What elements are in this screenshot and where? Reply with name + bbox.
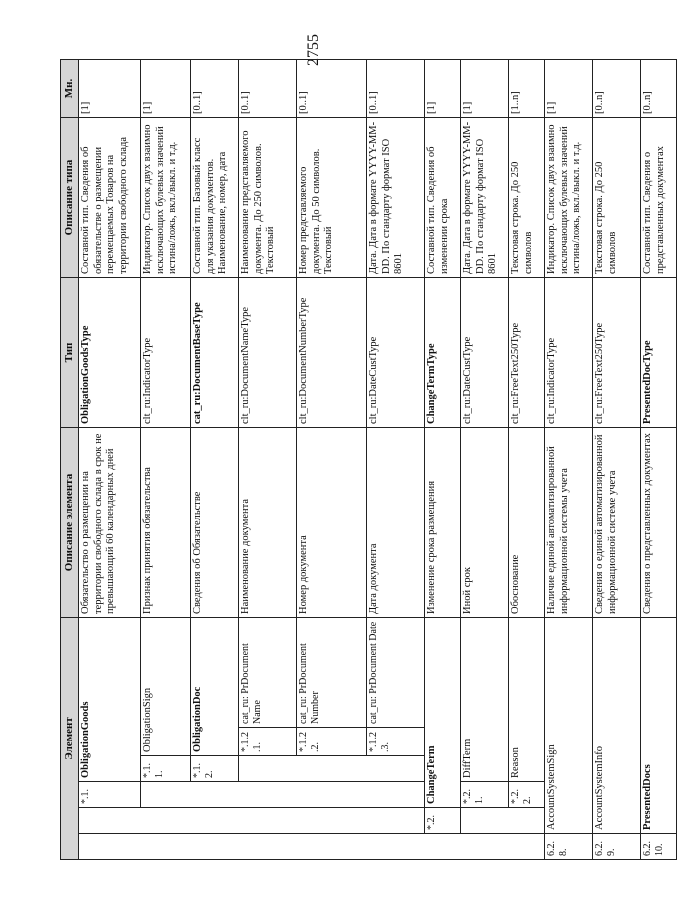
indent-cell: [79, 808, 425, 834]
element-number: 6.2.9.: [593, 834, 641, 860]
element-name: cat_ru: PrDocument Date: [367, 618, 425, 728]
type-description: Составной тип. Сведения о представленных документах: [641, 118, 677, 278]
element-name: AccountSystemSign: [545, 618, 593, 834]
element-type: cat_ru:DocumentBaseType: [191, 278, 239, 428]
type-description: Составной тип. Сведения об изменении срока: [425, 118, 461, 278]
element-description: Иной срок: [461, 428, 509, 618]
element-number: *.2.: [425, 808, 461, 834]
header-description: Описание элемента: [61, 428, 79, 618]
element-name: Reason: [509, 618, 545, 782]
multiplicity: [1]: [461, 60, 509, 118]
element-description: Обоснование: [509, 428, 545, 618]
page-number: 2755: [305, 34, 322, 66]
table-row: [425, 60, 461, 860]
element-name: DiffTerm: [461, 618, 509, 782]
table-row: [239, 60, 297, 860]
element-type: ChangeTermType: [425, 278, 461, 428]
type-description: Наименование представляемого документа. До 250 символов. Текстовый: [239, 118, 297, 278]
table-row: [297, 60, 367, 860]
element-description: Сведения об Обязательстве: [191, 428, 239, 618]
multiplicity: [1]: [141, 60, 191, 118]
multiplicity: [0..1]: [297, 60, 367, 118]
table-row: [641, 60, 677, 860]
element-type: clt_ru:DocumentNumberType: [297, 278, 367, 428]
element-type: clt_ru:FreeText250Type: [593, 278, 641, 428]
multiplicity: [0..1]: [239, 60, 297, 118]
multiplicity: [0..1]: [367, 60, 425, 118]
table-row: [509, 60, 545, 860]
header-element: Элемент: [61, 618, 79, 860]
header-row: [61, 60, 79, 860]
element-number: *.1.2.3.: [367, 728, 425, 756]
multiplicity: [1]: [79, 60, 141, 118]
header-multiplicity: Мн.: [61, 60, 79, 118]
table-row: [79, 60, 141, 860]
element-type: clt_ru:IndicatorType: [141, 278, 191, 428]
indent-cell: [461, 808, 545, 834]
type-description: Номер представляемого документа. До 50 символов. Текстовый: [297, 118, 367, 278]
spec-table: [60, 59, 677, 860]
table-row: [461, 60, 509, 860]
type-description: Составной тип. Базовый класс для указания документов. Наименование, номер, дата: [191, 118, 239, 278]
element-name: AccountSystemInfo: [593, 618, 641, 834]
element-description: Обязательство о размещении на территории свободного склада в срок не превышающий 60 календарных дней: [79, 428, 141, 618]
element-number: *.2.1.: [461, 782, 509, 808]
element-description: Признак принятия обязательства: [141, 428, 191, 618]
element-type: clt_ru:DateCustType: [367, 278, 425, 428]
element-name: ChangeTerm: [425, 618, 461, 808]
element-type: clt_ru:DateCustType: [461, 278, 509, 428]
table-row: [141, 60, 191, 860]
element-number: *.1.: [79, 782, 141, 808]
element-number: *.1.2.1.: [239, 728, 297, 756]
table-row: [367, 60, 425, 860]
rotated-sheet: [60, 60, 666, 860]
element-description: Изменение срока размещения: [425, 428, 461, 618]
element-type: clt_ru:FreeText250Type: [509, 278, 545, 428]
element-type: clt_ru:IndicatorType: [545, 278, 593, 428]
element-description: Сведения о представленных документах: [641, 428, 677, 618]
element-name: ObligationDoc: [191, 618, 239, 756]
element-type: PresentedDocType: [641, 278, 677, 428]
element-name: PresentedDocs: [641, 618, 677, 834]
element-number: *.1.2.: [191, 756, 239, 782]
type-description: Дата. Дата в формате YYYY-MM-DD. По стандарту формат ISO 8601: [367, 118, 425, 278]
element-number: *.1.2.2.: [297, 728, 367, 756]
element-number: *.1.1.: [141, 756, 191, 782]
table-row: [593, 60, 641, 860]
element-type: clt_ru:DocumentNameType: [239, 278, 297, 428]
header-type: Тип: [61, 278, 79, 428]
table-row: [545, 60, 593, 860]
element-name: cat_ru: PrDocument Name: [239, 618, 297, 728]
indent-cell: [79, 834, 545, 860]
element-number: 6.2.8.: [545, 834, 593, 860]
multiplicity: [1..n]: [509, 60, 545, 118]
element-name: ObligationSign: [141, 618, 191, 756]
element-name: ObligationGoods: [79, 618, 141, 782]
type-description: Дата. Дата в формате YYYY-MM-DD. По стандарту формат ISO 8601: [461, 118, 509, 278]
element-description: Наличие единой автоматизированной информационной системы учета: [545, 428, 593, 618]
indent-cell: [141, 782, 425, 808]
element-number: *.2.2.: [509, 782, 545, 808]
type-description: Текстовая строка. До 250 символов: [509, 118, 545, 278]
header-type-description: Описание типа: [61, 118, 79, 278]
multiplicity: [0..1]: [191, 60, 239, 118]
multiplicity: [1]: [425, 60, 461, 118]
element-name: cat_ru: PrDocument Number: [297, 618, 367, 728]
element-description: Дата документа: [367, 428, 425, 618]
multiplicity: [0..n]: [593, 60, 641, 118]
type-description: Индикатор. Список двух взаимно исключающих булевых значений истина/ложь, вкл./выкл. и т.д.: [141, 118, 191, 278]
type-description: Составной тип. Сведения об обязательстве о размещении перемещаемых Товаров на территории свободного склада: [79, 118, 141, 278]
element-description: Сведения о единой автоматизированной информационной системе учета: [593, 428, 641, 618]
element-description: Наименование документа: [239, 428, 297, 618]
type-description: Индикатор. Список двух взаимно исключающих булевых значений истина/ложь, вкл./выкл. и т.д.: [545, 118, 593, 278]
table-row: [191, 60, 239, 860]
element-type: ObligationGoodsType: [79, 278, 141, 428]
multiplicity: [1]: [545, 60, 593, 118]
element-description: Номер документа: [297, 428, 367, 618]
element-number: 6.2.10.: [641, 834, 677, 860]
indent-cell: [239, 756, 425, 782]
type-description: Текстовая строка. До 250 символов: [593, 118, 641, 278]
multiplicity: [0..n]: [641, 60, 677, 118]
